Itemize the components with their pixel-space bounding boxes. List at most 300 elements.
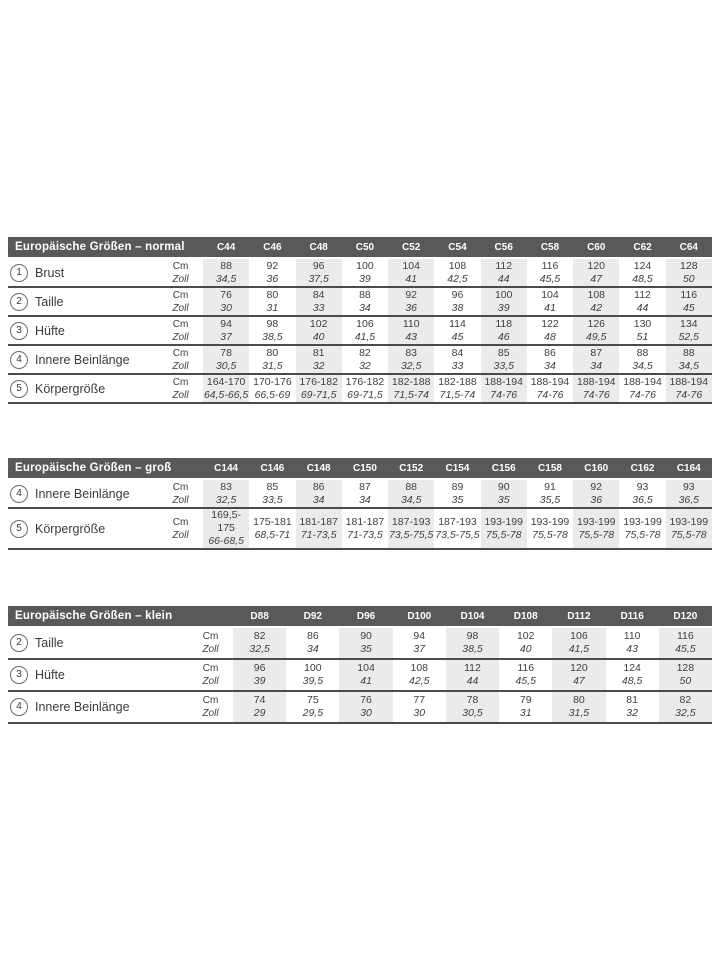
size-cell [527,346,573,373]
size-cell [342,346,388,373]
unit-zoll-label: Zoll [172,494,189,506]
size-cell [203,288,249,315]
size-zoll-value: 47 [573,675,585,687]
size-cm-value: 104 [402,259,420,272]
size-cm-value: 116 [680,288,698,301]
size-row [8,315,712,344]
size-cell [552,660,605,690]
size-cell [342,509,388,548]
column-header: C62 [633,241,652,253]
size-cm-value: 170-176 [253,375,292,388]
size-cm-value: 83 [220,480,232,493]
size-zoll-value: 30 [413,707,426,719]
size-zoll-value: 36 [590,493,603,506]
size-cm-value: 193-199 [576,515,616,528]
size-cm-value: 98 [266,317,279,330]
size-cm-value: 88 [220,259,232,272]
size-cm-value: 193-199 [530,515,570,528]
size-cell [573,375,619,402]
row-label-cell [8,317,158,344]
size-zoll-value: 71,5-74 [439,388,476,401]
size-zoll-value: 38,5 [462,643,483,655]
size-cm-value: 110 [402,317,420,330]
size-zoll-value: 35,5 [539,493,561,506]
size-cell [434,509,480,548]
size-cell [606,660,659,690]
column-header: C54 [448,241,467,253]
column-header: C58 [540,241,560,253]
column-header: C44 [216,241,236,253]
size-cm-value: 78 [220,346,232,359]
unit-cell [158,288,203,315]
size-cell [666,317,712,344]
size-cm-value: 182-188 [391,375,431,388]
column-header: C64 [679,241,698,253]
size-cell [388,346,434,373]
size-cell [573,288,619,315]
size-cm-value: 188-194 [484,375,523,388]
size-zoll-value: 32,5 [675,707,696,719]
size-cell [203,480,249,507]
size-cell [499,660,552,690]
row-label-cell [8,288,158,315]
size-cell [296,259,342,286]
size-cell [393,660,446,690]
size-cell [619,259,665,286]
unit-zoll-label: Zoll [202,708,219,719]
size-cm-value: 96 [451,288,464,301]
size-cell [339,628,392,658]
unit-cm-label: Cm [172,347,189,359]
row-label: Taille [35,636,64,650]
size-cell [446,692,499,722]
size-cell [249,259,295,286]
size-cell [296,288,342,315]
size-zoll-value: 32 [359,359,371,372]
size-cell [388,288,434,315]
size-cell [666,346,712,373]
size-cm-value: 87 [590,346,603,359]
size-cm-value: 181-187 [299,515,338,528]
size-zoll-value: 46 [497,330,510,343]
size-cell [446,660,499,690]
size-zoll-value: 69-71,5 [300,388,337,401]
unit-cm-label: Cm [172,516,189,528]
column-header: C56 [494,241,513,253]
size-zoll-value: 45,5 [539,272,561,285]
size-zoll-value: 41,5 [354,330,376,343]
size-cm-value: 100 [494,288,513,301]
size-cell [342,375,388,402]
table-body [8,480,712,550]
size-cell [342,288,388,315]
size-zoll-value: 75,5-78 [532,528,568,541]
unit-cell [158,346,203,373]
column-header: D120 [673,610,698,622]
size-cm-value: 88 [405,480,418,493]
size-cm-value: 108 [410,662,429,674]
size-zoll-value: 39 [253,675,266,687]
size-cell [296,375,342,402]
column-header: D104 [460,610,485,622]
size-zoll-value: 41 [405,272,418,285]
unit-cell [188,628,233,658]
size-row [8,286,712,315]
column-header: C164 [676,462,701,474]
size-cm-value: 116 [517,662,535,674]
unit-cm-label: Cm [172,318,189,330]
unit-cm-label: Cm [202,663,219,674]
size-cell [249,480,295,507]
row-number-badge: 4 [10,698,28,716]
row-label: Hüfte [35,323,65,338]
size-cm-value: 175-181 [253,515,292,528]
size-zoll-value: 31 [266,301,279,314]
size-cell [481,259,527,286]
size-cm-value: 86 [306,630,319,642]
size-cm-value: 82 [359,346,371,359]
size-cm-value: 87 [359,480,371,493]
size-cell [481,288,527,315]
size-cm-value: 182-188 [438,375,477,388]
size-cm-value: 77 [413,694,426,706]
size-cell [233,692,286,722]
size-cell [388,259,434,286]
size-cm-value: 96 [253,662,266,674]
size-zoll-value: 50 [682,272,695,285]
row-label-cell [8,660,188,690]
row-label-cell [8,692,188,722]
row-number-badge: 3 [10,666,28,684]
size-cm-value: 126 [587,317,606,330]
size-zoll-value: 31,5 [262,359,283,372]
size-cell [393,628,446,658]
table-header [8,606,712,626]
row-label-cell [8,346,158,373]
size-cell [434,480,480,507]
unit-zoll-label: Zoll [172,389,189,401]
size-cell [339,660,392,690]
size-zoll-value: 37 [413,643,426,655]
unit-cm-label: Cm [172,289,189,301]
size-cm-value: 75 [306,694,319,706]
row-number-badge: 5 [10,520,28,538]
size-cell [481,375,527,402]
size-zoll-value: 34,5 [632,359,653,372]
size-row [8,344,712,373]
size-zoll-value: 34 [306,643,319,655]
size-cm-value: 93 [636,480,649,493]
size-cell [666,480,712,507]
size-cm-value: 116 [676,630,694,642]
size-cell [388,375,434,402]
size-cell [388,509,434,548]
size-cell [527,480,573,507]
size-zoll-value: 34 [544,359,556,372]
size-zoll-value: 44 [497,272,510,285]
size-cell [296,480,342,507]
size-cm-value: 110 [623,630,641,642]
size-cell [339,692,392,722]
size-zoll-value: 34,5 [400,493,422,506]
size-zoll-value: 73,5-75,5 [389,528,434,541]
size-row [8,628,712,658]
size-cm-value: 88 [359,288,371,301]
size-zoll-value: 47 [590,272,603,285]
size-cell [296,317,342,344]
size-zoll-value: 42,5 [409,675,430,687]
row-label-cell [8,509,158,548]
size-table-klein [8,606,712,724]
size-cm-value: 193-199 [623,515,662,528]
size-zoll-value: 32,5 [249,643,270,655]
size-cell [659,660,712,690]
size-zoll-value: 75,5-78 [670,528,707,541]
size-zoll-value: 64,5-66,5 [203,388,249,401]
size-zoll-value: 43 [405,330,418,343]
size-cell [388,317,434,344]
size-zoll-value: 34 [590,359,603,372]
size-cm-value: 92 [266,259,279,272]
column-header: C152 [399,462,424,474]
size-zoll-value: 50 [679,675,692,687]
size-table-gross [8,458,712,550]
size-zoll-value: 42 [590,301,603,314]
size-zoll-value: 74-76 [629,388,656,401]
unit-cell [158,375,203,402]
column-header: C154 [445,462,470,474]
row-number-badge: 4 [10,351,28,369]
size-zoll-value: 33,5 [262,493,283,506]
size-cm-value: 188-194 [576,375,616,388]
size-cell [296,346,342,373]
size-zoll-value: 34,5 [678,359,699,372]
size-cell [434,375,480,402]
size-zoll-value: 42,5 [447,272,468,285]
size-cell [286,692,339,722]
size-zoll-value: 45 [682,301,695,314]
size-cm-value: 80 [573,694,585,706]
size-zoll-value: 45 [451,330,464,343]
size-cm-value: 100 [356,259,374,272]
unit-cell [158,259,203,286]
size-cell [573,317,619,344]
size-zoll-value: 43 [626,643,638,655]
size-cell [342,317,388,344]
size-cell [434,288,480,315]
size-zoll-value: 31,5 [568,707,590,719]
size-cm-value: 112 [495,259,513,272]
size-cm-value: 80 [266,288,279,301]
size-zoll-value: 39 [359,272,371,285]
size-cell [619,375,665,402]
size-zoll-value: 32 [626,707,638,719]
size-cell [203,317,249,344]
column-header: D100 [407,610,432,622]
size-zoll-value: 32,5 [400,359,422,372]
size-cm-value: 130 [633,317,652,330]
unit-zoll-label: Zoll [172,529,189,541]
size-cm-value: 181-187 [345,515,385,528]
table-header [8,237,712,257]
size-cm-value: 85 [266,480,279,493]
size-zoll-value: 44 [636,301,649,314]
size-cm-value: 116 [541,259,559,272]
size-cell [552,628,605,658]
size-cm-value: 93 [682,480,695,493]
size-cm-value: 88 [682,346,695,359]
size-cell [446,628,499,658]
size-cell [342,480,388,507]
size-row [8,480,712,507]
size-cm-value: 106 [570,630,588,642]
column-header: C146 [260,462,285,474]
size-cell [286,628,339,658]
row-label: Innere Beinlänge [35,486,130,501]
column-header: D96 [356,610,376,622]
size-row [8,259,712,286]
size-cm-value: 78 [466,694,479,706]
size-cm-value: 94 [220,317,232,330]
size-zoll-value: 30 [360,707,372,719]
size-cm-value: 108 [448,259,467,272]
size-cell [249,317,295,344]
size-cm-value: 76 [360,694,372,706]
size-cm-value: 128 [676,662,695,674]
size-cm-value: 74 [253,694,266,706]
size-zoll-value: 74-76 [536,388,564,401]
size-zoll-value: 73,5-75,5 [435,528,480,541]
row-label-cell [8,480,158,507]
size-cm-value: 83 [405,346,418,359]
size-zoll-value: 75,5-78 [624,528,661,541]
table-body [8,628,712,724]
size-zoll-value: 74-76 [490,388,518,401]
row-number-badge: 2 [10,634,28,652]
size-cm-value: 134 [680,317,698,330]
size-row [8,690,712,722]
size-cell [249,346,295,373]
size-zoll-value: 35 [451,493,464,506]
size-cell [606,628,659,658]
size-cm-value: 82 [679,694,692,706]
size-cell [233,628,286,658]
row-number-badge: 2 [10,293,28,311]
row-number-badge: 5 [10,380,28,398]
size-cell [573,480,619,507]
size-cm-value: 104 [357,662,375,674]
unit-cm-label: Cm [172,376,189,388]
size-cm-value: 84 [312,288,325,301]
size-cm-value: 88 [636,346,649,359]
unit-cell [188,692,233,722]
size-row [8,507,712,548]
size-cm-value: 188-194 [530,375,570,388]
size-cm-value: 176-182 [345,375,385,388]
size-zoll-value: 45,5 [515,675,536,687]
row-label: Innere Beinlänge [35,700,130,714]
size-cell [527,288,573,315]
unit-zoll-label: Zoll [202,644,219,655]
unit-cell [188,660,233,690]
size-cm-value: 90 [360,630,372,642]
unit-zoll-label: Zoll [172,273,189,285]
size-cell [481,346,527,373]
column-header: D116 [620,610,644,622]
size-cell [203,346,249,373]
size-zoll-value: 33 [451,359,464,372]
size-zoll-value: 71,5-74 [393,388,429,401]
size-zoll-value: 44 [466,675,479,687]
size-zoll-value: 34 [359,301,371,314]
size-zoll-value: 75,5-78 [485,528,522,541]
size-cm-value: 96 [312,259,325,272]
table-title: Europäische Größen – normal [15,241,185,253]
size-cell [203,509,249,548]
size-cm-value: 104 [541,288,559,301]
size-zoll-value: 69-71,5 [347,388,383,401]
size-cell [203,259,249,286]
unit-cm-label: Cm [202,631,219,642]
unit-cell [158,509,203,548]
size-cm-value: 187-193 [391,515,431,528]
row-label-cell [8,628,188,658]
column-header: C162 [630,462,655,474]
size-cm-value: 112 [634,288,651,301]
size-zoll-value: 51 [636,330,649,343]
size-zoll-value: 38,5 [262,330,283,343]
size-zoll-value: 38 [451,301,464,314]
size-cell [619,346,665,373]
size-cm-value: 82 [253,630,266,642]
size-zoll-value: 66,5-69 [254,388,291,401]
size-cm-value: 76 [220,288,232,301]
row-label: Körpergröße [35,521,106,536]
unit-cell [158,480,203,507]
row-label-cell [8,259,158,286]
size-zoll-value: 33 [312,301,325,314]
size-zoll-value: 36,5 [678,493,699,506]
size-cell [659,692,712,722]
size-cell [286,660,339,690]
size-zoll-value: 32,5 [215,493,237,506]
size-zoll-value: 37 [220,330,232,343]
size-cm-value: 124 [633,259,652,272]
size-zoll-value: 66-68,5 [208,535,244,547]
size-cell [296,509,342,548]
row-label: Brust [35,265,65,280]
size-cell [619,480,665,507]
size-zoll-value: 31 [519,707,532,719]
size-cm-value: 114 [449,317,466,330]
size-cell [499,628,552,658]
size-zoll-value: 36 [266,272,279,285]
table-title: Europäische Größen – klein [15,610,173,622]
column-header: C46 [263,241,282,253]
size-zoll-value: 36 [405,301,418,314]
row-number-badge: 4 [10,485,28,503]
column-header: C150 [352,462,377,474]
size-cell [434,346,480,373]
size-cm-value: 188-194 [669,375,709,388]
size-cell [249,288,295,315]
size-cell [527,317,573,344]
size-cell [606,692,659,722]
size-zoll-value: 75,5-78 [578,528,615,541]
column-header: D92 [303,610,322,622]
size-cm-value: 193-199 [484,515,523,528]
column-header: C160 [584,462,609,474]
